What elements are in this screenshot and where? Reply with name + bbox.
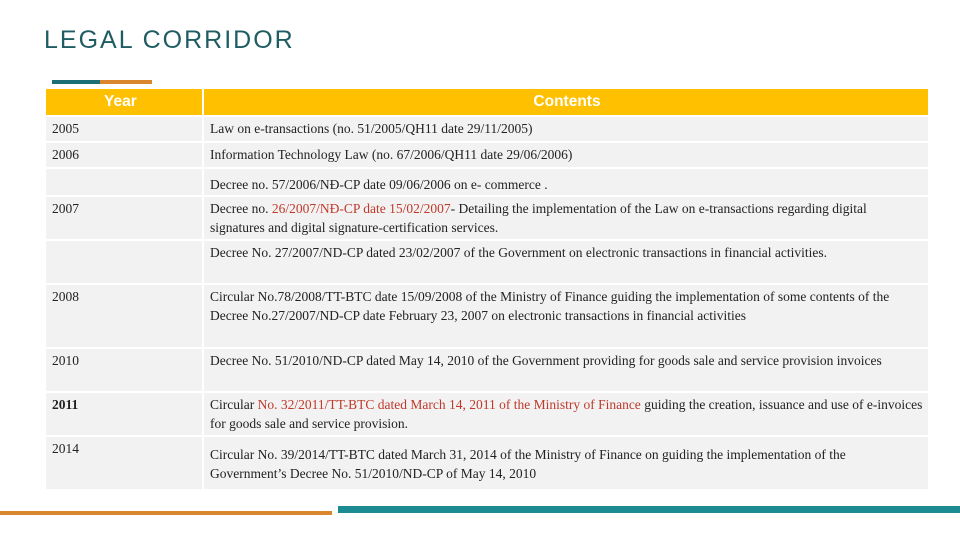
contents-text: guiding the creation, issuance and use of e-invoices for goods sale and service provision. [210,397,923,431]
contents-cell [204,117,928,141]
contents-cell [204,241,928,283]
contents-text: Decree no. [210,201,272,216]
contents-cell [204,169,928,195]
legal-corridor-table [44,87,930,491]
contents-text: Law on e-transactions (no. 51/2005/QH11 date 29/11/2005) [210,121,533,136]
contents-text: Information Technology Law (no. 67/2006/QH11 date 29/06/2006) [210,147,573,162]
title-underline-teal [52,80,100,84]
year-cell [46,241,202,283]
table-body [46,117,928,489]
title-underline-orange [100,80,152,84]
table-row [46,241,928,283]
circular-reference-highlight: No. 32/2011/TT-BTC dated March 14, 2011 of the Ministry of Finance [257,397,641,412]
year-cell: 2006 [46,143,202,167]
contents-cell [204,437,928,489]
table-row [46,285,928,347]
contents-text: - Detailing the implementation of the Law on e-transactions regarding digital signatures and digital signature-certification services. [210,201,867,235]
contents-text: Circular [210,397,258,412]
page-title: LEGAL CORRIDOR [44,26,295,54]
contents-column-header: Contents [204,89,928,115]
year-cell: 2008 [46,285,202,347]
contents-text: Decree No. 27/2007/ND-CP dated 23/02/2007 of the Government on electronic transactions in financial activities. [210,245,827,260]
year-cell: 2010 [46,349,202,391]
contents-text: Decree No. 51/2010/ND-CP dated May 14, 2010 of the Government providing for goods sale and service provision invoices [210,353,882,368]
table-row [46,169,928,195]
year-cell [46,169,202,195]
contents-text: Circular No.78/2008/TT-BTC date 15/09/2008 of the Ministry of Finance guiding the implementation of some contents of the Decree No.27/2007/ND-CP date February 23, 2007 on electronic transactions in financial activities [210,289,890,323]
contents-cell [204,393,928,435]
contents-text: Decree no. 57/2006/NĐ-CP date 09/06/2006 on e- commerce . [210,177,548,192]
contents-cell [204,143,928,167]
table-header-row [46,89,928,115]
footer-bar-teal [338,506,960,513]
year-cell: 2014 [46,437,202,489]
year-cell: 2011 [46,393,202,435]
contents-cell [204,197,928,239]
year-cell: 2007 [46,197,202,239]
contents-cell [204,285,928,347]
table-row [46,349,928,391]
table-row [46,393,928,435]
table-row [46,117,928,141]
contents-cell [204,349,928,391]
decree-reference-highlight: 26/2007/NĐ-CP date 15/02/2007 [271,201,451,216]
footer-bar-orange [0,511,332,515]
year-column-header: Year [46,89,202,115]
contents-text: Circular No. 39/2014/TT-BTC dated March 31, 2014 of the Ministry of Finance on guiding the implementation of the Government’s Decree No. 51/2010/ND-CP of May 14, 2010 [210,447,846,481]
table-row [46,437,928,489]
year-cell: 2005 [46,117,202,141]
table-row [46,197,928,239]
table-row [46,143,928,167]
